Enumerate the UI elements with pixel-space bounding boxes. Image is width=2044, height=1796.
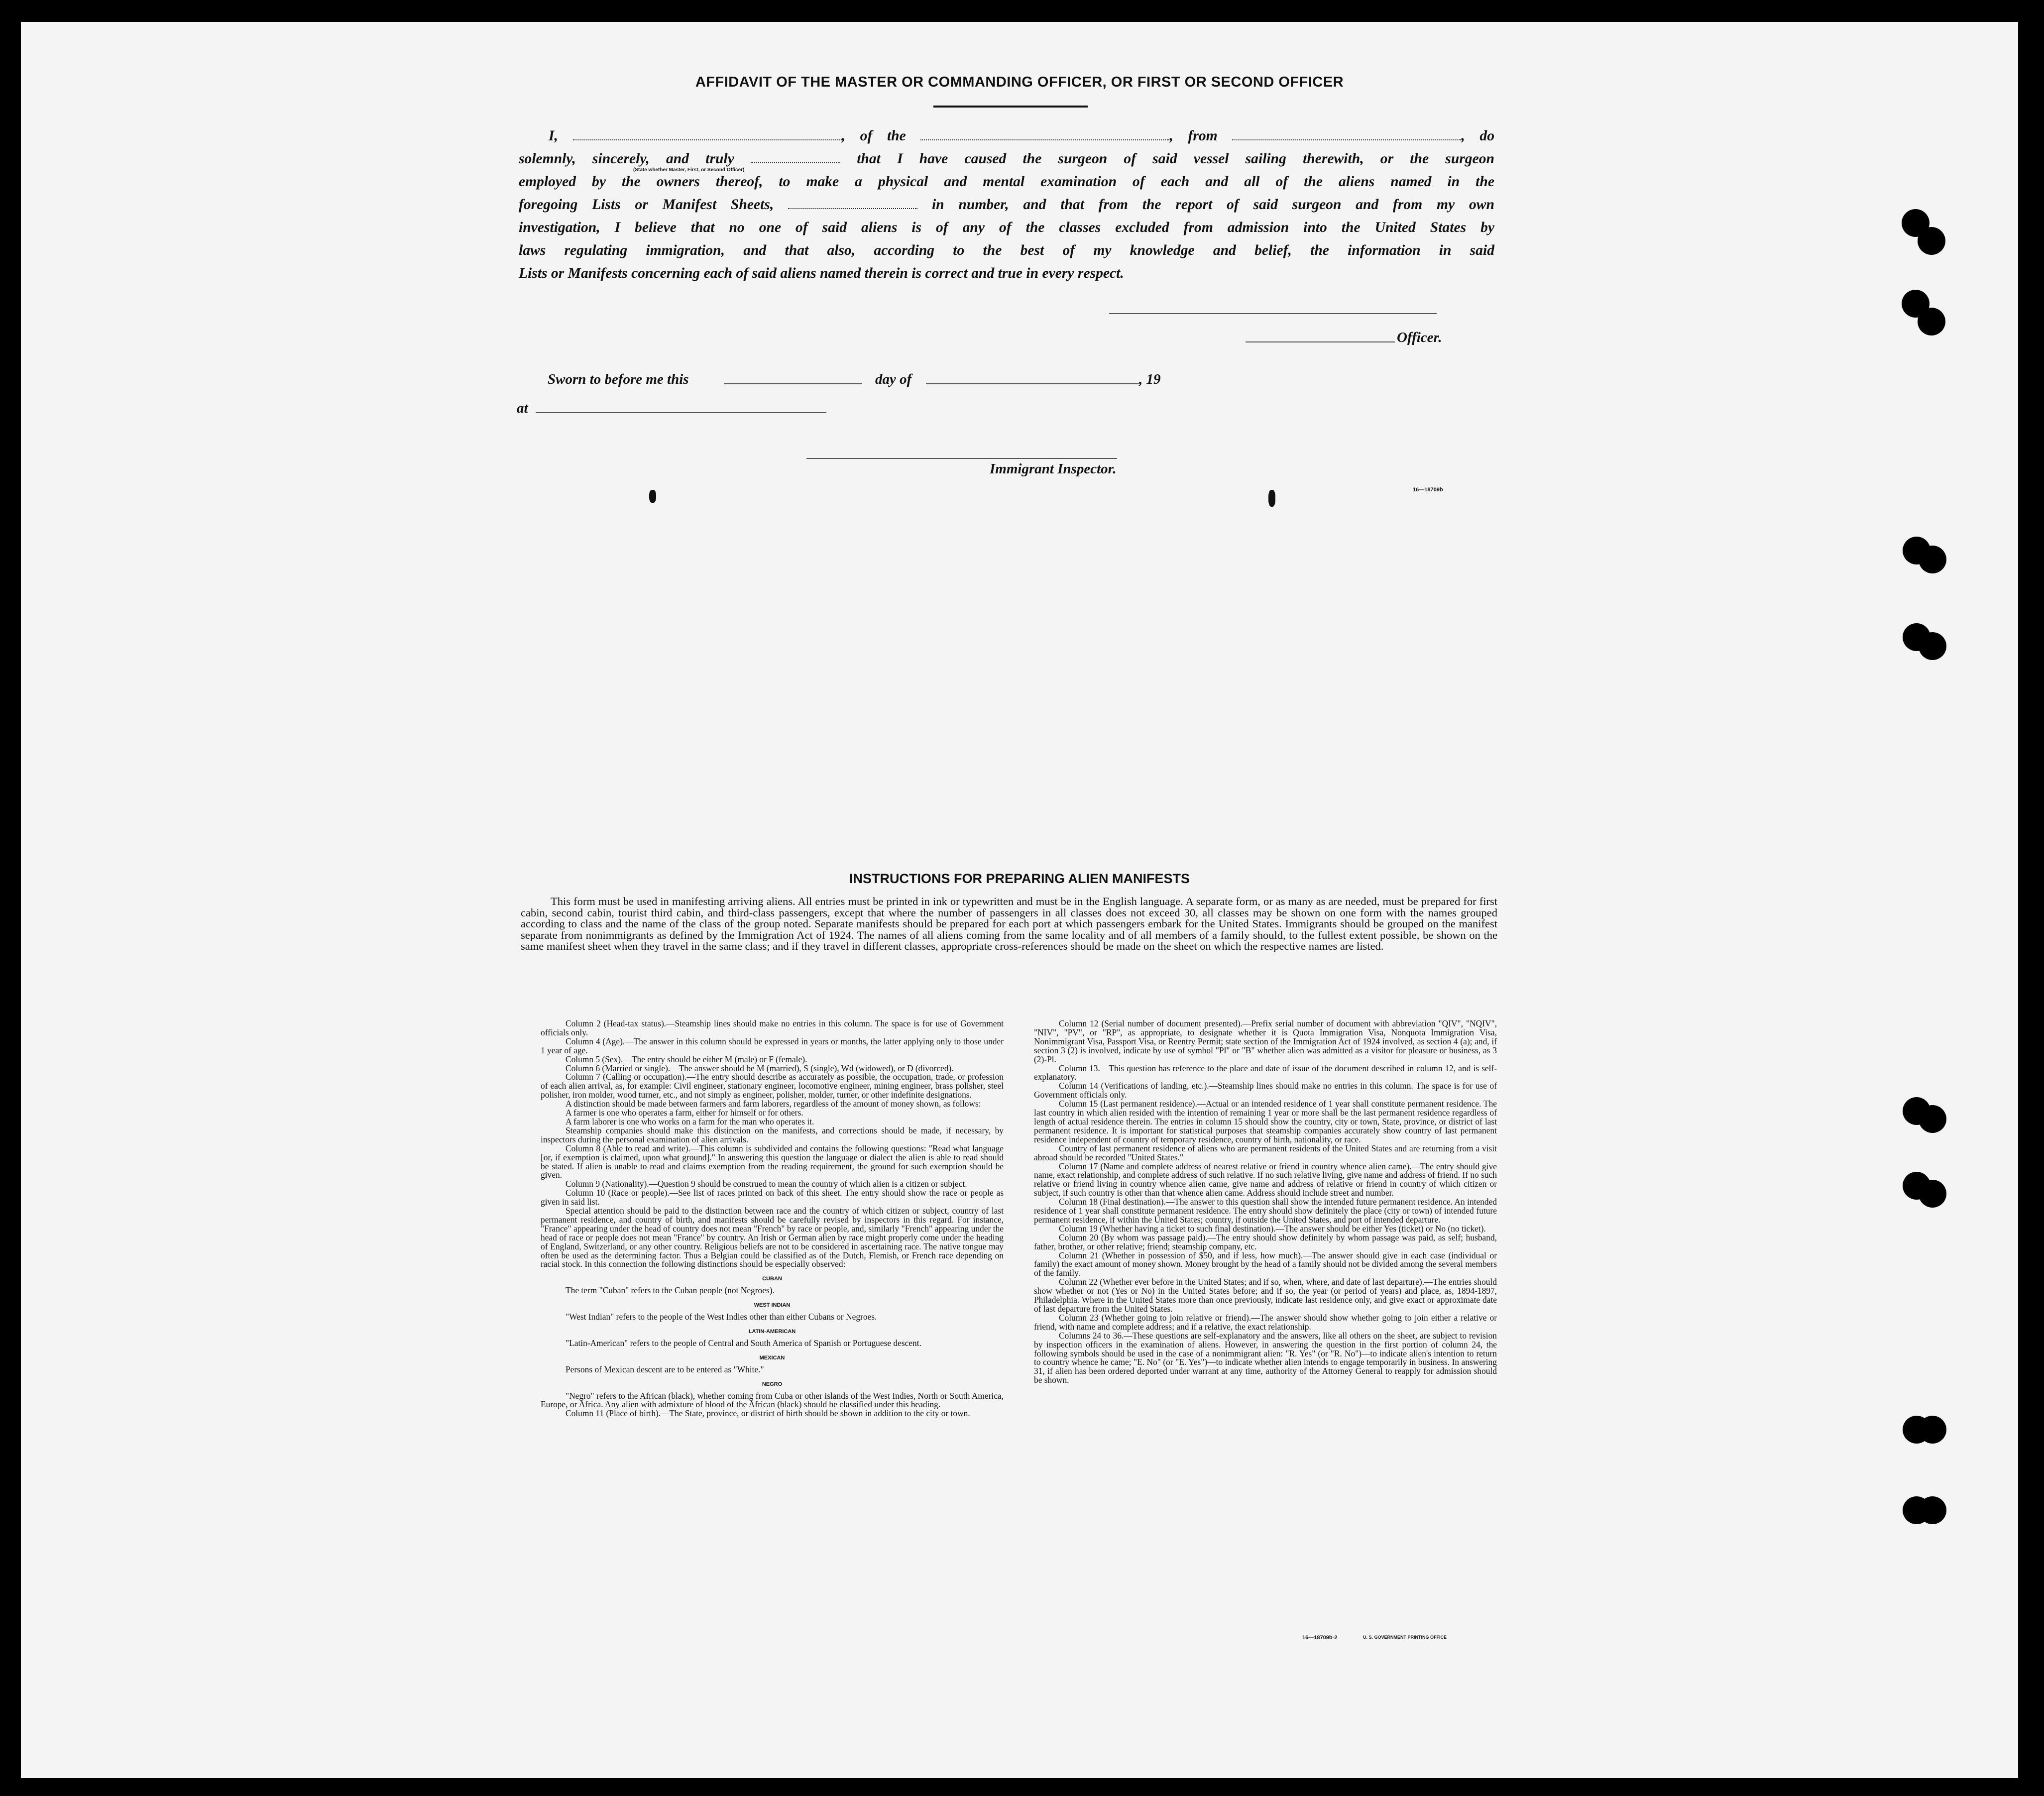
affidavit-text: solemnly, sincerely, and truly bbox=[519, 151, 734, 167]
instruction-paragraph: Column 5 (Sex).—The entry should be either M (male) or F (female). bbox=[566, 1054, 807, 1064]
officer-rank-field[interactable] bbox=[573, 127, 842, 140]
punch-hole bbox=[1919, 546, 1946, 573]
subsection-heading: LATIN-AMERICAN bbox=[748, 1329, 796, 1335]
sworn-month-field[interactable] bbox=[926, 383, 1139, 384]
instruction-paragraph: Special attention should be paid to the distinction between race and the country of which citizen or subject, country of last permanent residence, and country of birth, and manifests should be carefully revised by inspectors in this regard. For instance, "France" appearing under the head of country does not mean "French" by race or people, and, similarly "French" appearing under the head of race or people does not mean "France" by country. An Irish or German alien by race might properly come under the heading of England, Switzerland, or any other country. Religious beliefs are not to be considered in ascertaining race. The native tongue may often be used as the determining factor. Thus a Belgian could be classified as of the Dutch, Flemish, or French race depending on racial stock. In this connection the following distinctions should be especially observed: bbox=[541, 1206, 1004, 1269]
affidavit-line-3: employed by the owners thereof, to make a physical and mental examination of each and all of the aliens named in the bbox=[519, 174, 1494, 190]
instruction-paragraph: Column 18 (Final destination).—The answer to this question shall show the intended future permanent residence. An intended residence of 1 year shall constitute permanent residence. The entry should show definitely the place (city or town) of intended future permanent residence, if within the United States; country, if outside the United States, and port of intended departure. bbox=[1034, 1197, 1497, 1225]
affidavit-text: that I have caused the surgeon of said vessel sailing therewith, or the surgeon bbox=[857, 151, 1494, 167]
subsection-text: Persons of Mexican descent are to be entered as "White." bbox=[566, 1364, 764, 1374]
rank-hint: (State whether Master, First, or Second Officer) bbox=[633, 167, 745, 173]
subsection-heading: NEGRO bbox=[762, 1381, 783, 1387]
instruction-paragraph: Column 17 (Name and complete address of nearest relative or friend in country whence alien came).—The entry should give name, exact relationship, and complete address of such relative. If no such relative living, give name and address of friend. If no such relative or friend living in country whence alien came, give name and address of relative or friend in country of which citizen or subject, if such country is other than that whence alien came. Address should include street and number. bbox=[1034, 1161, 1497, 1198]
port-from-field[interactable] bbox=[1232, 127, 1461, 140]
punch-hole bbox=[1919, 1180, 1946, 1208]
officer-title-line[interactable] bbox=[1246, 341, 1395, 342]
instruction-paragraph: Column 19 (Whether having a ticket to such final destination).—The answer should be either Yes (ticket) or No (no ticket). bbox=[1059, 1223, 1486, 1234]
subsection-text: "West Indian" refers to the people of the West Indies other than either Cubans or Negroes. bbox=[566, 1312, 877, 1322]
sworn-text-1: Sworn to before me this bbox=[548, 371, 689, 387]
affidavit-line-4 bbox=[519, 193, 1494, 216]
instructions-left-column bbox=[541, 1019, 1004, 1418]
affidavit-line-5: investigation, I believe that no one of said aliens is of any of the classes excluded from admission into the United States by bbox=[519, 220, 1494, 235]
form-code: 16—18709b bbox=[1413, 487, 1443, 493]
instruction-paragraph: Column 13.—This question has reference to the place and date of issue of the document described in column 12, and is self-explanatory. bbox=[1034, 1063, 1497, 1082]
officer-signature-line[interactable] bbox=[1109, 313, 1437, 314]
instruction-paragraph: Column 9 (Nationality).—Question 9 should be construed to mean the country of which alien is a citizen or subject. bbox=[566, 1179, 967, 1189]
instruction-paragraph: Country of last permanent residence of aliens who are permanent residents of the United States and are returning from a visit abroad should be recorded "United States." bbox=[1034, 1143, 1497, 1162]
instruction-paragraph: Column 8 (Able to read and write).—This column is subdivided and contains the following questions: "Read what language [or, if exemption is claimed, upon what ground]." In answering this question the language or dialect the alien is able to read should be stated. If alien is unable to read and claims exemption from the reading requirement, the ground for such exemption should be given. bbox=[541, 1143, 1004, 1180]
footer-form-code: 16—18709b-2 bbox=[1302, 1635, 1338, 1641]
subsection-text: "Latin-American" refers to the people of Central and South America of Spanish or Portuguese descent. bbox=[566, 1338, 921, 1348]
affidavit-line-1 bbox=[519, 124, 1494, 147]
title-divider bbox=[933, 106, 1088, 108]
instruction-paragraph: Column 11 (Place of birth).—The State, province, or district of birth should be shown in addition to the city or town. bbox=[566, 1408, 970, 1419]
instruction-paragraph: Columns 24 to 36.—These questions are self-explanatory and the answers, like all others on the sheet, are subject to revision by inspection officers in the examination of aliens. However, in answering the question in the first portion of column 24, the following symbols should be used in the case of a nonimmigrant alien: "R. Yes" (or "R. No")—to indicate alien's intention to return to country whence he came; "E. No" (or "E. Yes")—to indicate whether alien intends to engage temporarily in business. In answering 31, if alien has been ordered deported under warrant at any time, authority of the Attorney General to reapply for admission should be shown. bbox=[1034, 1330, 1497, 1385]
affidavit-text: , do bbox=[1461, 128, 1495, 144]
affidavit-text: foregoing Lists or Manifest Sheets, bbox=[519, 197, 774, 213]
sworn-text-2: day of bbox=[875, 371, 912, 387]
oath-type-field[interactable] bbox=[751, 150, 840, 163]
instruction-paragraph: A farm laborer is one who works on a farm for the man who operates it. bbox=[566, 1116, 814, 1126]
vessel-name-field[interactable] bbox=[920, 127, 1169, 140]
affidavit-line-7: Lists or Manifests concerning each of said aliens named therein is correct and true in every respect. bbox=[519, 265, 1124, 281]
instruction-paragraph: Column 23 (Whether going to join relative or friend).—The answer should show whether going to join either a relative or friend, with name and complete address; and if a relative, the exact relationship. bbox=[1034, 1312, 1497, 1332]
instruction-paragraph: Column 7 (Calling or occupation).—The entry should describe as accurately as possible, the occupation, trade, or profession of each alien arrival, as, for example: Civil engineer, stationary engineer, locomotive engineer, mining engineer, brass polisher, steel polisher, iron molder, wood turner, etc., and not simply as engineer, polisher, molder, turner, or other indefinite designations. bbox=[541, 1072, 1004, 1100]
affidavit-text: , from bbox=[1169, 128, 1218, 144]
instructions-title: INSTRUCTIONS FOR PREPARING ALIEN MANIFESTS bbox=[849, 871, 1190, 886]
affidavit-text: I, bbox=[549, 128, 558, 144]
instruction-paragraph: Column 21 (Whether in possession of $50, and if less, how much).—The answer should give in each case (individual or family) the exact amount of money shown. Money brought by the head of a family should not be divided among the several members of the family. bbox=[1034, 1250, 1497, 1278]
instructions-right-column bbox=[1034, 1019, 1497, 1385]
punch-hole bbox=[1919, 1416, 1946, 1444]
punch-hole bbox=[1918, 308, 1945, 336]
punch-hole bbox=[1919, 1105, 1946, 1133]
punch-hole bbox=[1919, 632, 1946, 660]
instruction-paragraph: Column 20 (By whom was passage paid).—The entry should show definitely by whom passage was paid, as self; husband, father, brother, or other relative; friend; steamship company, etc. bbox=[1034, 1232, 1497, 1251]
instruction-paragraph: Column 15 (Last permanent residence).—Actual or an intended residence of 1 year shall constitute permanent residence. The last country in which alien resided with the intention of remaining 1 year or more shall be the last permanent residence regardless of length of actual residence therein. The entries in column 15 should show the country, city or town, State, province, or district of last permanent residence. It is important for statistical purposes that steamship companies accurately show country of last permanent residence independent of country of temporary residence, country of birth, nationality, or race. bbox=[1034, 1099, 1497, 1144]
ink-mark bbox=[649, 490, 656, 503]
subsection-heading: MEXICAN bbox=[759, 1354, 785, 1361]
at-label: at bbox=[517, 400, 528, 416]
instruction-paragraph: Column 12 (Serial number of document presented).—Prefix serial number of document with abbreviation "QIV", "NQIV", "NIV", "PV", or "RP", as appropriate, to designate whether it is Quota Immigration Visa, Nonquota Immigration Visa, Nonimmigrant Visa, Passport Visa, or Reentry Permit; state section of the Immigration Act of 1924 involved, as section 4 (a); and, if section 3 (2) is involved, indicate by use of symbol "Pl" or "B" whether alien was admitted as a visitor for pleasure or business, as 3 (2)-Pl. bbox=[1034, 1018, 1497, 1064]
instruction-paragraph: A farmer is one who operates a farm, either for himself or for others. bbox=[566, 1108, 803, 1118]
document-page bbox=[21, 22, 2018, 1778]
instruction-paragraph: Column 2 (Head-tax status).—Steamship lines should make no entries in this column. The space is for use of Government officials only. bbox=[541, 1018, 1004, 1037]
place-field[interactable] bbox=[536, 412, 826, 413]
sheet-count-field[interactable] bbox=[788, 196, 917, 209]
subsection-text: "Negro" refers to the African (black), whether coming from Cuba or other islands of the West Indies, North or South America, Europe, or Africa. Any alien with admixture of blood of the African (black) should be classified under this heading. bbox=[541, 1390, 1004, 1410]
ink-mark bbox=[1268, 490, 1275, 507]
subsection-text: The term "Cuban" refers to the Cuban people (not Negroes). bbox=[566, 1285, 775, 1296]
instruction-paragraph: Steamship companies should make this distinction on the manifests, and corrections should be made, if necessary, by inspectors during the personal examination of alien arrivals. bbox=[541, 1125, 1004, 1144]
footer-printer: U. S. GOVERNMENT PRINTING OFFICE bbox=[1363, 1635, 1447, 1640]
instruction-paragraph: Column 4 (Age).—The answer in this column should be expressed in years or months, the latter applying only to those under 1 year of age. bbox=[541, 1036, 1004, 1055]
affidavit-body bbox=[519, 124, 1494, 285]
instruction-paragraph: Column 6 (Married or single).—The answer should be M (married), S (single), Wd (widowed), or D (divorced). bbox=[566, 1063, 954, 1073]
subsection-heading: CUBAN bbox=[762, 1276, 782, 1282]
instructions-intro: This form must be used in manifesting arriving aliens. All entries must be printed in ink or typewritten and must be in the English language. A separate form, or as many as are needed, must be prepared for first cabin, second cabin, tourist third cabin, and third-class passengers, except that where the number of passengers in all classes does not exceed 30, all classes may be shown on one form with the names grouped according to class and the name of the class of the group noted. Separate manifests should be prepared for each port at which passengers embark for the United States. Immigrants should be grouped on the manifest separate from nonimmigrants as defined by the Immigration Act of 1924. The names of all aliens coming from the same locality and of all members of a family should, to the fullest extent possible, be shown on the same manifest sheet when they travel in the same class; and if they travel in different classes, appropriate cross-references should be made on the sheet on which the respective names are listed. bbox=[521, 895, 1497, 952]
affidavit-text: , of the bbox=[841, 128, 906, 144]
sworn-text-3: , 19 bbox=[1139, 371, 1161, 387]
instruction-paragraph: Column 10 (Race or people).—See list of races printed on back of this sheet. The entry should show the race or people as given in said list. bbox=[541, 1188, 1004, 1207]
affidavit-text: in number, and that from the report of said surgeon and from my own bbox=[931, 197, 1494, 213]
sworn-day-field[interactable] bbox=[724, 383, 862, 384]
inspector-label: Immigrant Inspector. bbox=[990, 461, 1117, 477]
affidavit-line-6: laws regulating immigration, and that also, according to the best of my knowledge and belief, the information in said bbox=[519, 242, 1494, 258]
affidavit-title: AFFIDAVIT OF THE MASTER OR COMMANDING OFFICER, OR FIRST OR SECOND OFFICER bbox=[695, 74, 1344, 90]
inspector-signature-line[interactable] bbox=[806, 458, 1117, 459]
instruction-paragraph: A distinction should be made between farmers and farm laborers, regardless of the amount of money shown, as follows: bbox=[566, 1099, 981, 1109]
officer-label: Officer. bbox=[1397, 330, 1442, 345]
instruction-paragraph: Column 22 (Whether ever before in the United States; and if so, when, where, and date of last departure).—The entries should show whether or not (Yes or No) in the United States before; and if so, the year (or period of years) and place, as, 1894-1897, Philadelphia. Where in the United States more than once previously, indicate last residence only, and give exact or approximate date of last departure from the United States. bbox=[1034, 1277, 1497, 1314]
subsection-heading: WEST INDIAN bbox=[754, 1302, 791, 1309]
punch-hole bbox=[1919, 1496, 1946, 1524]
punch-hole bbox=[1918, 227, 1945, 255]
instruction-paragraph: Column 14 (Verifications of landing, etc.).—Steamship lines should make no entries in this column. The space is for use of Government officials only. bbox=[1034, 1081, 1497, 1100]
